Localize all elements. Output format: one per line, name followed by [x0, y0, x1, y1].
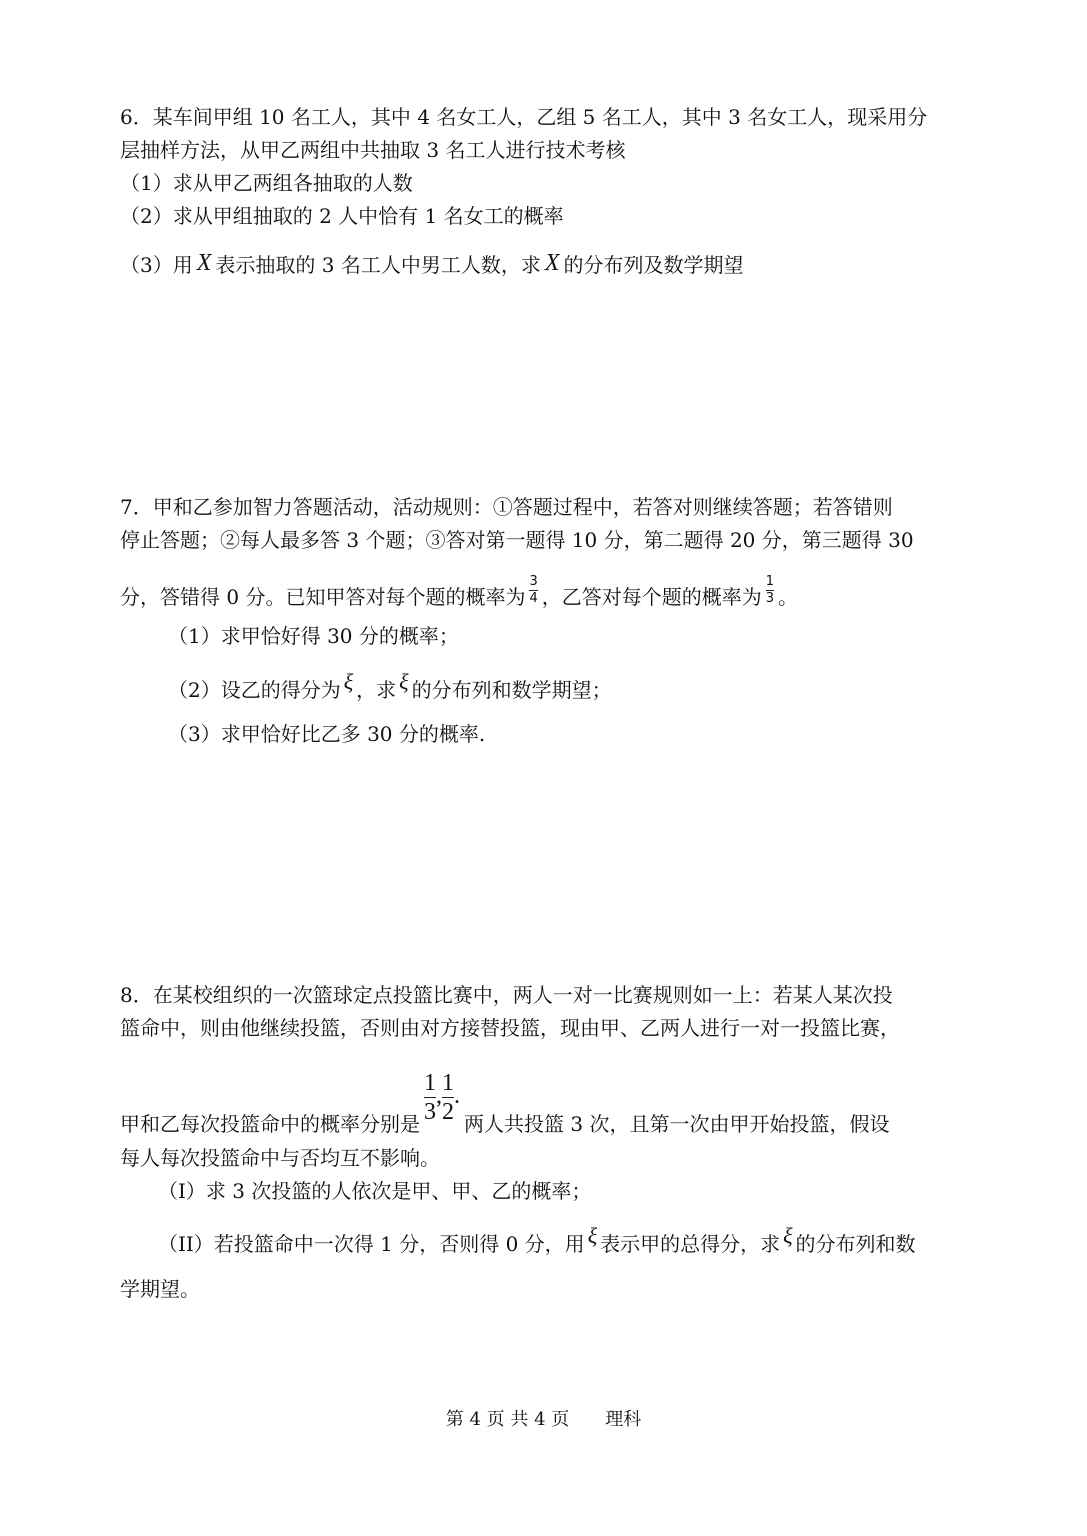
- q8-line2: 篮命中，则由他继续投篮，否则由对方接替投篮，现由甲、乙两人进行一对一投篮比赛，: [120, 1016, 900, 1040]
- fraction-numerator: 1: [424, 1070, 436, 1096]
- q7-line3: [120, 574, 799, 614]
- q7-line2: 停止答题；②每人最多答 3 个题；③答对第一题得 10 分，第二题得 20 分，第三题得 30: [120, 528, 914, 552]
- var-xi: ξ: [783, 1223, 793, 1248]
- q6-sub2: （2）求从甲组抽取的 2 人中恰有 1 名女工的概率: [120, 204, 564, 228]
- q8-line3-b: 两人共投篮 3 次，且第一次由甲开始投篮，假设: [464, 1112, 890, 1137]
- fraction-comma: ,: [436, 1083, 442, 1110]
- fraction-denominator: 3: [765, 591, 775, 606]
- q7-line1: 7．甲和乙参加智力答题活动，活动规则：①答题过程中，若答对则继续答题；若答错则: [120, 495, 893, 519]
- q6-sub3: [120, 250, 744, 280]
- var-x: X: [196, 250, 212, 276]
- q8-line-last: 学期望。: [120, 1277, 200, 1301]
- q7-sub2-b: ，求: [356, 678, 397, 702]
- q8-sub2-c: 的分布列和数: [795, 1232, 916, 1256]
- q6-line1: 6．某车间甲组 10 名工人，其中 4 名女工人，乙组 5 名工人，其中 3 名女工人，现采用分: [120, 105, 928, 129]
- q8-line3-a: 甲和乙每次投篮命中的概率分别是: [120, 1112, 420, 1137]
- var-x: X: [544, 250, 560, 276]
- q8-sub1: （I）求 3 次投篮的人依次是甲、甲、乙的概率；: [158, 1179, 592, 1203]
- q7-line3-b: ，乙答对每个题的概率为: [541, 585, 762, 609]
- fraction-period: .: [454, 1083, 460, 1110]
- q8-sub2: [158, 1223, 916, 1259]
- var-xi: ξ: [587, 1223, 598, 1248]
- fraction-1-2: [442, 1070, 454, 1125]
- q8-line4: 每人每次投篮命中与否均互不影响。: [120, 1146, 440, 1170]
- fraction-bar: [424, 1097, 436, 1098]
- q8-sub2-b: 表示甲的总得分，求: [600, 1232, 781, 1256]
- fraction-numerator: 3: [529, 574, 538, 589]
- q7-sub2: [168, 669, 612, 705]
- fraction-3-4: [529, 575, 537, 606]
- q7-sub2-a: （2）设乙的得分为: [168, 678, 341, 702]
- q7-line3-c: 。: [778, 585, 799, 609]
- q8-sub2-a: （II）若投篮命中一次得 1 分，否则得 0 分，用: [158, 1232, 585, 1256]
- fraction-denominator: 2: [442, 1099, 454, 1125]
- q6-sub1: （1）求从甲乙两组各抽取的人数: [120, 171, 413, 195]
- q6-sub3-b: 表示抽取的 3 名工人中男工人数，求: [215, 253, 541, 277]
- q7-sub1: （1）求甲恰好得 30 分的概率；: [168, 624, 459, 648]
- fraction-denominator: 3: [424, 1099, 436, 1125]
- q7-sub3: （3）求甲恰好比乙多 30 分的概率.: [168, 722, 486, 746]
- fraction-pair: [424, 1070, 460, 1125]
- var-xi: ξ: [343, 669, 354, 694]
- q7-line3-a: 分，答错得 0 分。已知甲答对每个题的概率为: [120, 585, 526, 609]
- q6-sub3-a: （3）用: [120, 253, 193, 277]
- q6-line2: 层抽样方法，从甲乙两组中共抽取 3 名工人进行技术考核: [120, 138, 626, 162]
- var-xi: ξ: [399, 669, 409, 694]
- q8-line1: 8．在某校组织的一次篮球定点投篮比赛中，两人一对一比赛规则如一上：若某人某次投: [120, 983, 893, 1007]
- q6-sub3-c: 的分布列及数学期望: [563, 253, 744, 277]
- fraction-numerator: 1: [442, 1070, 454, 1096]
- fraction-numerator: 1: [765, 574, 775, 589]
- fraction-1-3: [424, 1070, 436, 1125]
- fraction-bar: [442, 1097, 454, 1098]
- q7-sub2-c: 的分布列和数学期望；: [411, 678, 612, 702]
- fraction-1-3: [766, 575, 774, 606]
- fraction-denominator: 4: [529, 591, 538, 606]
- page-footer: 第 4 页 共 4 页 理科: [445, 1409, 642, 1430]
